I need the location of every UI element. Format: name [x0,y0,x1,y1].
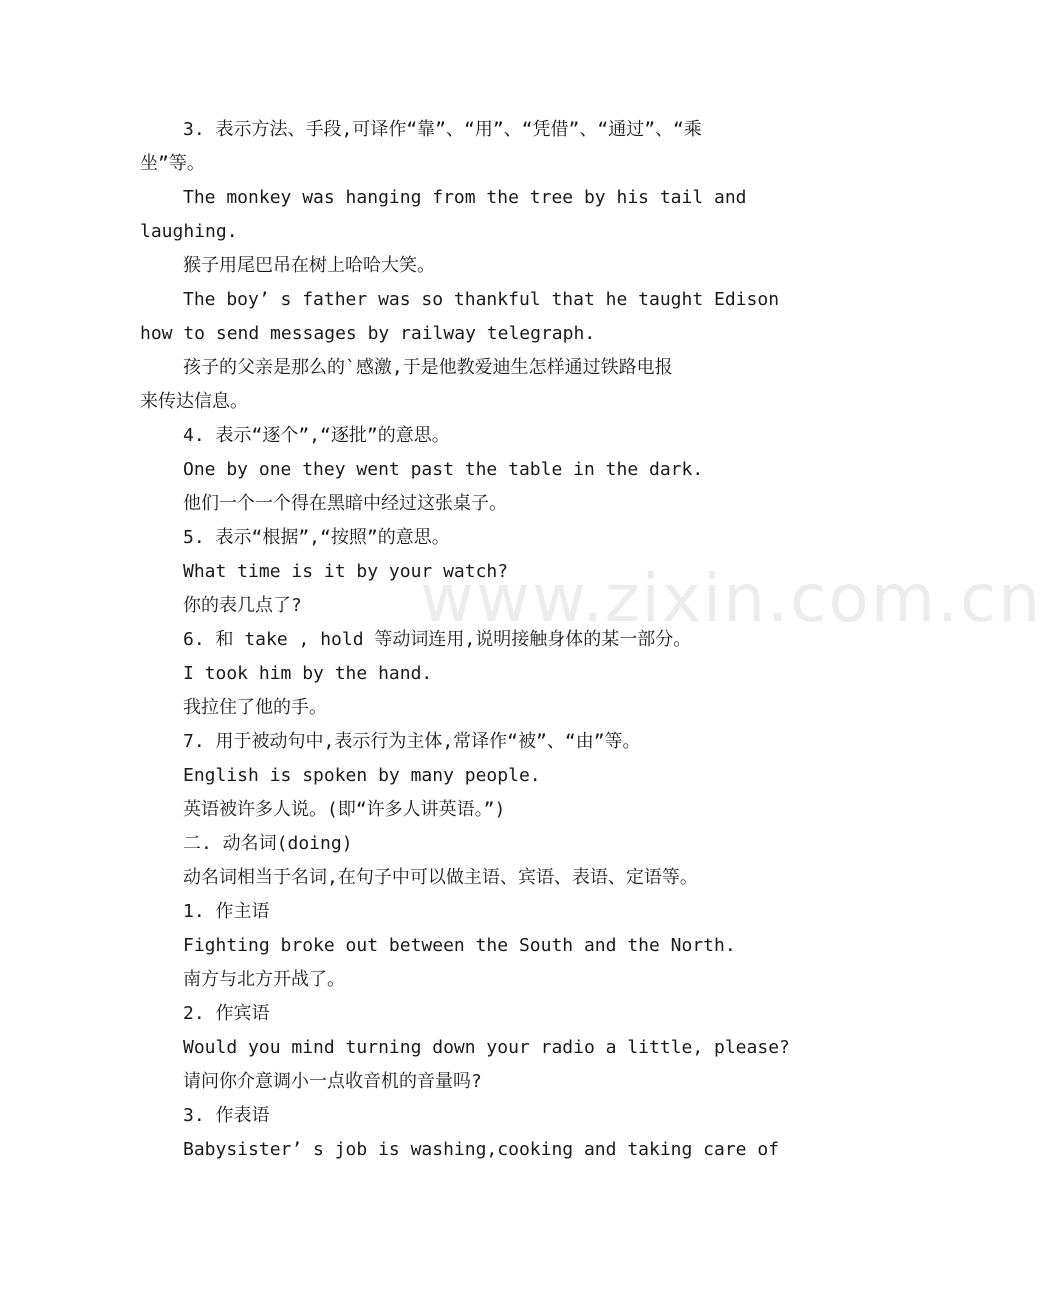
text-line: Babysister’ s job is washing,cooking and taking care of [183,1139,780,1160]
section-heading: 6. 和 take , hold 等动词连用,说明接触身体的某一部分。 [183,629,692,650]
section-heading: 7. 用于被动句中,表示行为主体,常译作“被”、“由”等。 [183,731,641,752]
text-line: English is spoken by many people. [183,765,541,786]
section-heading: 3. 作表语 [183,1105,270,1126]
watermark: www.zixin.com.cn [420,560,1042,637]
text-line: Fighting broke out between the South and the North. [183,935,736,956]
text-line: What time is it by your watch? [183,561,509,582]
text-line: 英语被许多人说。(即“许多人讲英语。”) [183,799,506,820]
text-line: 坐”等。 [140,153,205,174]
text-line: One by one they went past the table in the dark. [183,459,704,480]
text-line: 我拉住了他的手。 [183,697,327,718]
section-heading: 二. 动名词(doing) [183,833,353,854]
text-line: I took him by the hand. [183,663,433,684]
text-line: The boy’ s father was so thankful that he taught Edison [183,289,780,310]
text-line: 请问你介意调小一点收音机的音量吗? [183,1071,482,1092]
text-line: 你的表几点了? [183,595,302,616]
text-line: 动名词相当于名词,在句子中可以做主语、宾语、表语、定语等。 [183,867,698,888]
text-line: how to send messages by railway telegraph. [140,323,596,344]
section-heading: 4. 表示“逐个”,“逐批”的意思。 [183,425,450,446]
text-line: laughing. [140,221,238,242]
section-heading: 5. 表示“根据”,“按照”的意思。 [183,527,450,548]
section-heading: 1. 作主语 [183,901,270,922]
text-line: 孩子的父亲是那么的`感激,于是他教爱迪生怎样通过铁路电报 [183,357,673,378]
text-line: 3. 表示方法、手段,可译作“靠”、“用”、“凭借”、“通过”、“乘 [183,119,702,140]
text-line: 他们一个一个得在黑暗中经过这张桌子。 [183,493,507,514]
text-line: 猴子用尾巴吊在树上哈哈大笑。 [183,255,435,276]
text-line: 来传达信息。 [140,391,248,412]
section-heading: 2. 作宾语 [183,1003,270,1024]
text-line: Would you mind turning down your radio a little, please? [183,1037,790,1058]
text-line: 南方与北方开战了。 [183,969,345,990]
text-line: The monkey was hanging from the tree by his tail and [183,187,747,208]
document-body [140,113,790,1167]
